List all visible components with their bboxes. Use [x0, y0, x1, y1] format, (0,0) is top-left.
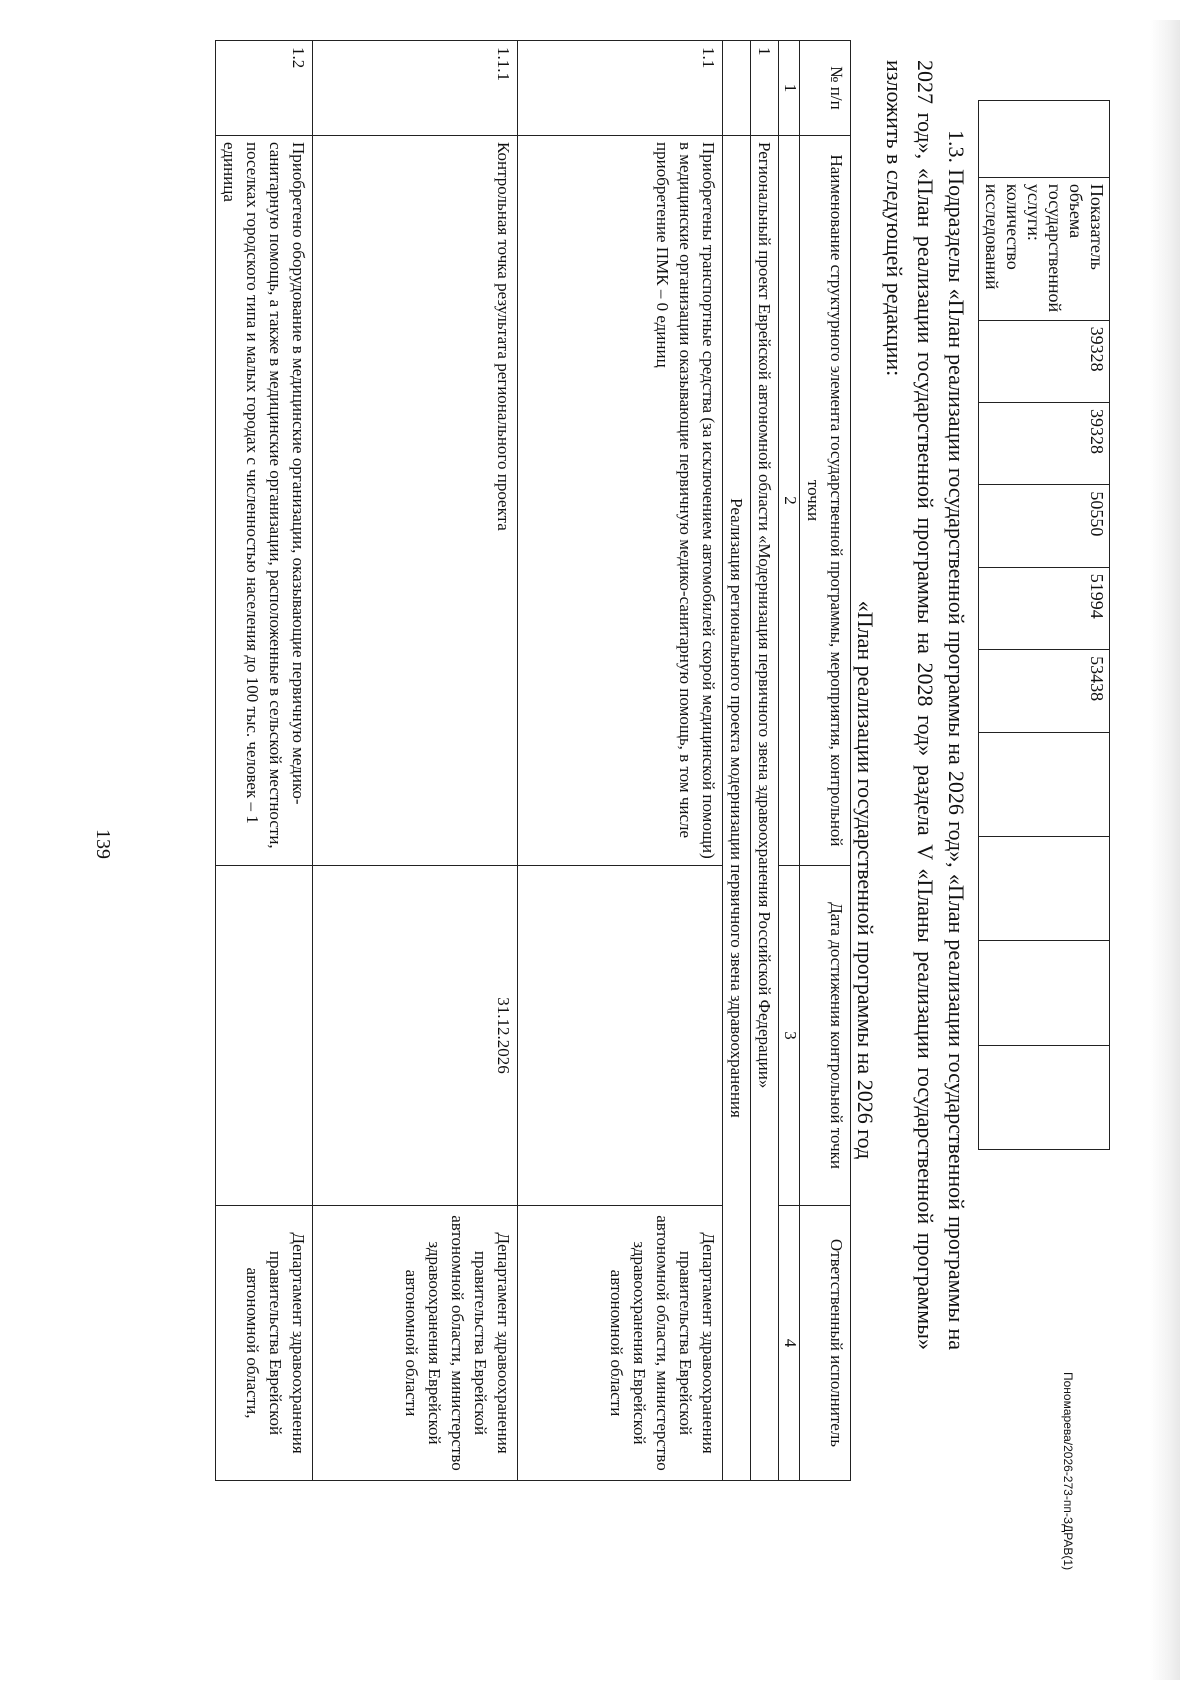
row-executor: Департамент здравоохранения правительства Еврейской автономной области, министерство здравоохранения Еврейской автономной области	[313, 1206, 518, 1481]
indicator-value: 39328	[979, 403, 1110, 485]
indicator-label: Показатель объема государственной услуги: количество исследований	[979, 177, 1110, 320]
row-name: Приобретены транспортные средства (за исключением автомобилей скорой медицинской помощи) в медицинские организации оказывающие первичную медико-санитарную помощь, в том числе приобретение ПМК – 0 единиц	[518, 136, 723, 866]
scan-edge	[1150, 20, 1180, 1680]
table-row	[313, 41, 518, 1481]
column-number: 2	[779, 136, 800, 866]
rotated-page-content	[180, 40, 1110, 1480]
column-number: 4	[779, 1206, 800, 1481]
page-number: 139	[92, 829, 114, 859]
plan-header-row	[800, 41, 851, 1481]
row-num: 1.1	[518, 41, 723, 136]
project-title: Региональный проект Еврейской автономной области «Модернизация первичного звена здравоохранения Российской Федерации»	[751, 136, 779, 1481]
subheader-row	[723, 41, 751, 1481]
plan-title: «План реализации государственной программы на 2026 год	[853, 600, 878, 1160]
row-num: 1.2	[216, 41, 313, 136]
row-executor: Департамент здравоохранения правительства Еврейской автономной области, министерство здравоохранения Еврейской автономной области	[518, 1206, 723, 1481]
indicator-value: 51994	[979, 567, 1110, 649]
amendment-paragraph	[879, 60, 972, 1350]
column-number-row	[779, 41, 800, 1481]
indicator-value: 50550	[979, 485, 1110, 567]
row-num: 1.1.1	[313, 41, 518, 136]
header-executor: Ответственный исполнитель	[800, 1206, 851, 1481]
indicator-value	[979, 1045, 1110, 1149]
header-date: Дата достижения контрольной точки	[800, 866, 851, 1206]
header-num: № п/п	[800, 41, 851, 136]
column-number: 3	[779, 866, 800, 1206]
indicator-value: 39328	[979, 320, 1110, 402]
row-name: Приобретено оборудование в медицинские организации, оказывающие первичную медико-санитарную помощь, а также в медицинские организации, расположенные в сельской местности, поселках городского типа и малых городах с численностью населения до 100 тыс. человек – 1 единица	[216, 136, 313, 866]
indicator-value	[979, 836, 1110, 940]
subheader-title: Реализация регионального проекта модернизации первичного звена здравоохранения	[723, 136, 751, 1481]
header-name: Наименование структурного элемента государственной программы, мероприятия, контрольной точки	[800, 136, 851, 866]
row-date: 31.12.2026	[313, 866, 518, 1206]
indicator-empty-cell	[979, 101, 1110, 178]
indicator-value: 53438	[979, 650, 1110, 732]
row-date	[518, 866, 723, 1206]
document-footer-code: Пономарева/2026-273-пп-ЗДРАВ(1)	[1061, 1372, 1075, 1571]
plan-table	[215, 40, 851, 1481]
row-date	[216, 866, 313, 1206]
table-row	[216, 41, 313, 1481]
indicator-table	[978, 100, 1110, 1150]
row-executor: Департамент здравоохранения правительства Еврейской автономной области,	[216, 1206, 313, 1481]
column-number: 1	[779, 41, 800, 136]
table-row	[518, 41, 723, 1481]
project-row	[751, 41, 779, 1481]
amendment-paragraph-text: 1.3. Подразделы «План реализации государственной программы на 2026 год», «План реализации государственной программы на 2027 год», «План реализации государственной программы на 2028 год» раздела V «Планы реализации государственной программы» изложить в следующей редакции:	[882, 60, 969, 1350]
indicator-value	[979, 941, 1110, 1045]
indicator-row	[979, 101, 1110, 1150]
project-num: 1	[751, 41, 779, 136]
subheader-empty-cell	[723, 41, 751, 136]
row-name: Контрольная точка результата регионального проекта	[313, 136, 518, 866]
indicator-value	[979, 732, 1110, 836]
